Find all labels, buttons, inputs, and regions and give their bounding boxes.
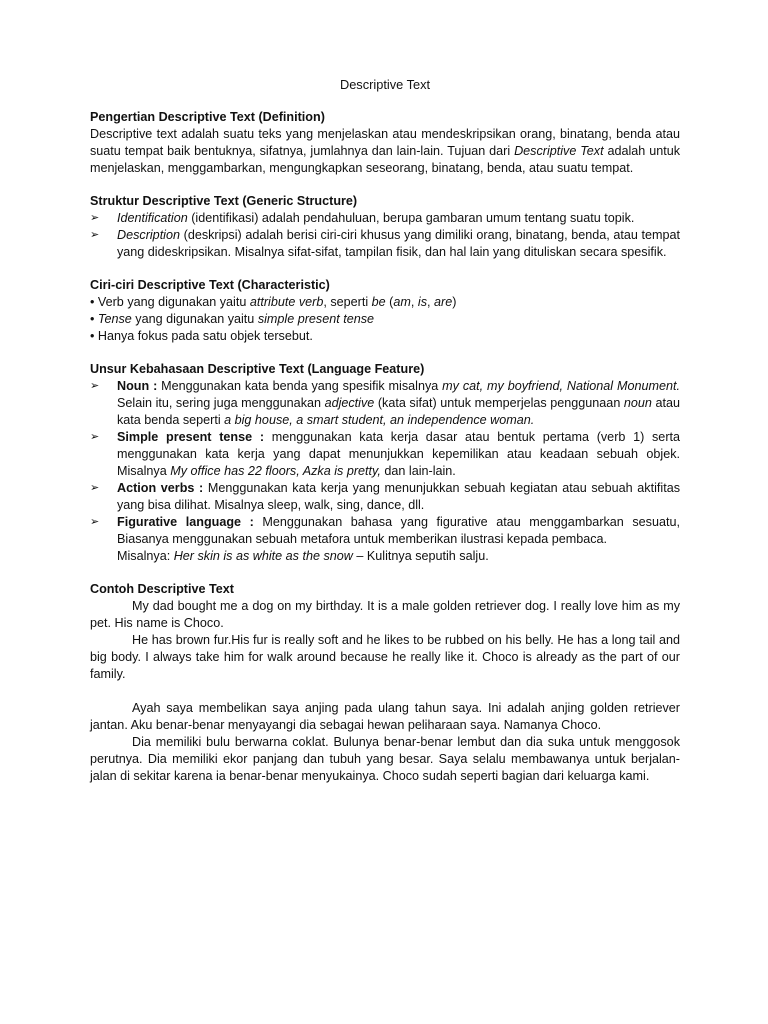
list-item [90,328,680,345]
text-run: am [393,295,411,309]
list-item [90,480,680,514]
text-run: • Verb yang digunakan yaitu [90,295,250,309]
list-item [90,227,680,261]
text-run: Misalnya: [117,549,174,563]
feature-term: Noun : [117,379,158,393]
text-run: Menggunakan kata benda yang spesifik misalnya [157,379,443,393]
language-section [90,361,680,565]
text-run: , [427,295,434,309]
text-run: Menggunakan kata kerja yang menunjukkan sebuah kegiatan atau sebuah aktifitas yang bisa dilihat. Misalnya sleep, walk, sing, dance, dll. [117,481,680,512]
example-paragraph-id-1: Ayah saya membelikan saya anjing pada ulang tahun saya. Ini adalah anjing golden retriever jantan. Aku benar-benar menyayangi dia sebagai hewan peliharaan saya. Namanya Choco. [90,701,680,732]
list-item [90,311,680,328]
text-run: a big house, a smart student, an independence woman. [224,413,535,427]
text-run: , [410,295,418,309]
text-run: – Kulitnya seputih salju. [352,549,489,563]
language-heading: Unsur Kebahasaan Descriptive Text (Language Feature) [90,362,425,376]
text-run: atau kata benda seperti [117,396,680,427]
text-run: menggunakan kata kerja dasar atau bentuk pertama (verb 1) serta menggunakan kata kerja yang dapat menunjukkan kepemilikan atau keadaan sebuah objek. Misalnya [117,430,681,478]
structure-text: (identifikasi) adalah pendahuluan, berupa gambaran umum tentang suatu topik. [187,211,635,225]
text-run: be [371,295,386,309]
feature-term: Action verbs : [117,481,204,495]
text-run: are [434,295,453,309]
text-run: yang digunakan yaitu [131,312,258,326]
figurative-example [90,548,680,565]
text-run: ) [452,295,457,309]
example-section [90,581,680,785]
list-item [90,514,680,548]
structure-heading: Struktur Descriptive Text (Generic Structure) [90,194,358,208]
example-paragraph-id-2: Dia memiliki bulu berwarna coklat. Bulunya benar-benar lembut dan dia suka untuk menggosok perutnya. Dia memiliki ekor panjang dan tubuh yang besar. Saya selalu membawanya untuk berjalan-jalan di sekitar karena ia benar-benar menyukainya. Choco sudah seperti bagian dari keluarga kami. [90,735,680,783]
text-run: ( [385,295,394,309]
list-item [90,429,680,480]
text-run: (kata sifat) untuk memperjelas penggunaan [374,396,624,410]
text-run: • Hanya fokus pada satu objek tersebut. [90,329,313,343]
definition-section [90,109,680,177]
arrow-bullet-icon: ➢ [90,212,100,224]
text-run: , seperti [323,295,372,309]
definition-heading: Pengertian Descriptive Text (Definition) [90,110,325,124]
text-run: adjective [324,396,375,410]
structure-section [90,193,680,261]
feature-term: Simple present tense : [117,430,265,444]
characteristic-list [90,294,680,345]
arrow-bullet-icon: ➢ [90,229,100,241]
text-run: Her skin is as white as the snow [173,549,353,563]
text-run: is [417,295,427,309]
definition-text-2: adalah suatu teks yang menjelaskan atau mendeskripsikan orang, binatang, benda atau suatu tempat baik bentuknya, sifatnya, jumlahnya dan lain-lain. Tujuan dari [90,127,680,158]
text-run: noun [623,396,652,410]
text-run: attribute verb [249,295,324,309]
feature-term: Figurative language : [117,515,254,529]
example-paragraph-en-1: My dad bought me a dog on my birthday. It is a male golden retriever dog. I really love him as my pet. His name is Choco. [90,599,680,630]
text-run: simple present tense [257,312,375,326]
document-body [90,76,680,801]
text-run: my cat, my boyfriend, National Monument. [442,379,680,393]
list-item [90,378,680,429]
definition-text-1: Descriptive text [90,127,177,141]
characteristic-section [90,277,680,345]
example-paragraph-en-2: He has brown fur.His fur is really soft and he likes to be rubbed on his belly. He has a long tail and big body. I always take him for walk around because he really like it. Choco is already as the part of our family. [90,633,680,681]
text-run: • [90,312,98,326]
structure-list [90,210,680,261]
list-item [90,294,680,311]
example-heading: Contoh Descriptive Text [90,582,234,596]
structure-term: Identification [117,211,188,225]
definition-text-3: Descriptive Text [514,144,604,158]
text-run: Menggunakan bahasa yang figurative atau menggambarkan sesuatu, Biasanya menggunakan sebuah metafora untuk memberikan ilustrasi kepada pembaca. [117,515,680,546]
document-title: Descriptive Text [339,77,431,92]
characteristic-heading: Ciri-ciri Descriptive Text (Characteristic) [90,278,330,292]
structure-text: (deskripsi) adalah berisi ciri-ciri khusus yang dimiliki orang, binatang, benda, atau tempat yang dideskripsikan. Misalnya sifat-sifat, tampilan fisik, dan hal lain yang dituliskan secara spesifik. [117,228,680,259]
definition-text-4: adalah untuk menjelaskan, menggambarkan, mengungkapkan seseorang, binatang, benda, atau suatu tempat. [90,144,681,175]
paragraph-gap [90,683,680,700]
arrow-bullet-icon: ➢ [90,516,100,528]
definition-paragraph [90,126,680,177]
structure-term: Description [117,228,180,242]
arrow-bullet-icon: ➢ [90,482,100,494]
arrow-bullet-icon: ➢ [90,431,100,443]
text-run: My office has 22 floors, Azka is pretty, [170,464,381,478]
text-run: Selain itu, sering juga menggunakan [117,396,325,410]
text-run: Tense [97,312,132,326]
text-run: dan lain-lain. [380,464,456,478]
list-item [90,210,680,227]
language-list [90,378,680,548]
arrow-bullet-icon: ➢ [90,380,100,392]
